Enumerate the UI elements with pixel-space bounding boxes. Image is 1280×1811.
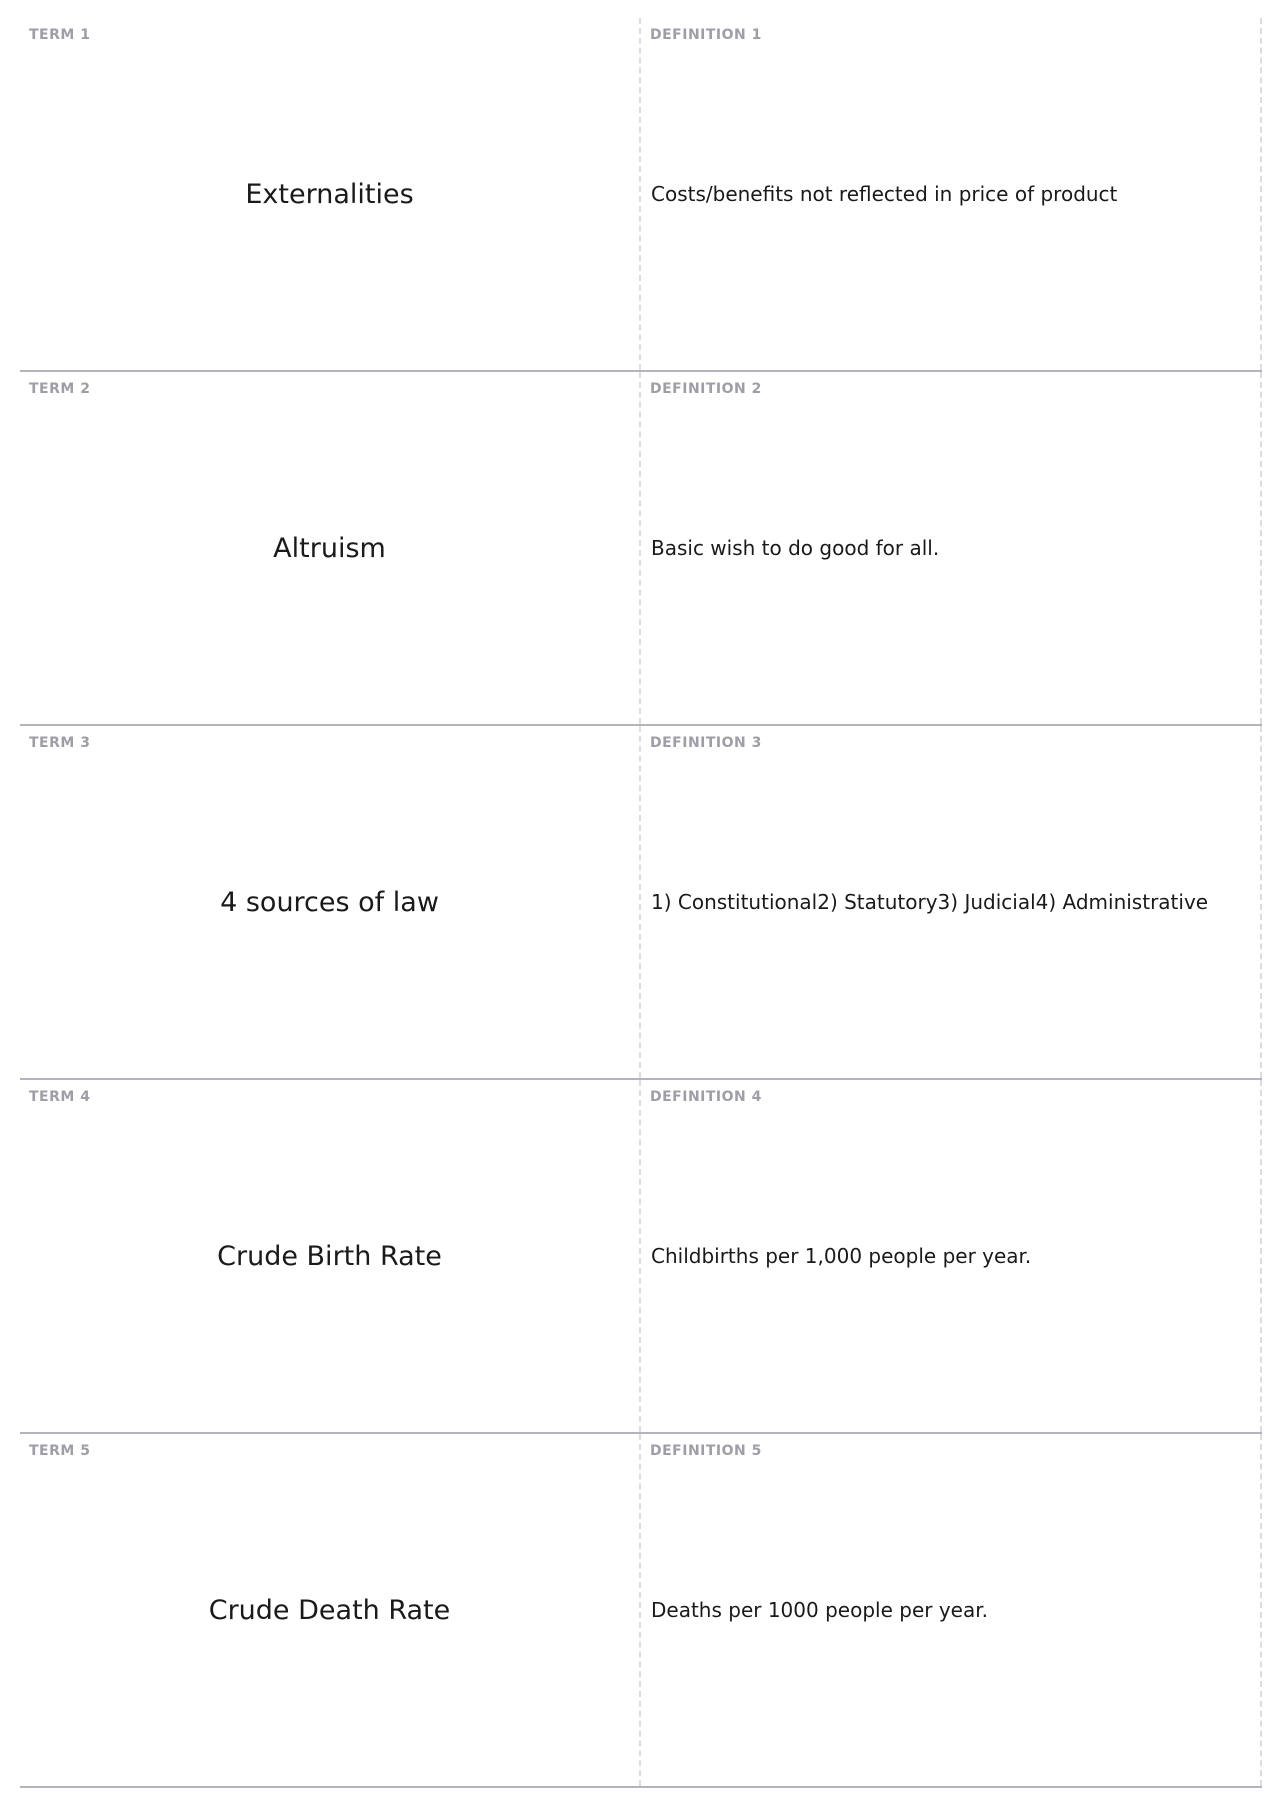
definition-cell xyxy=(641,1080,1262,1432)
flashcard-row xyxy=(20,372,1262,726)
definition-label: DEFINITION 5 xyxy=(650,1443,762,1459)
term-cell xyxy=(20,1080,641,1432)
flashcard-row xyxy=(20,1434,1262,1788)
flashcard-row xyxy=(20,726,1262,1080)
definition-text: 1) Constitutional2) Statutory3) Judicial4) Administrative xyxy=(651,890,1209,914)
definition-label: DEFINITION 3 xyxy=(650,735,762,751)
term-text: 4 sources of law xyxy=(220,886,439,918)
term-cell xyxy=(20,18,641,370)
term-label: TERM 1 xyxy=(29,27,91,43)
term-cell xyxy=(20,726,641,1078)
term-label: TERM 3 xyxy=(29,735,91,751)
definition-label: DEFINITION 2 xyxy=(650,381,762,397)
flashcard-row xyxy=(20,18,1262,372)
definition-label: DEFINITION 4 xyxy=(650,1089,762,1105)
definition-cell xyxy=(641,372,1262,724)
definition-label: DEFINITION 1 xyxy=(650,27,762,43)
term-label: TERM 4 xyxy=(29,1089,91,1105)
term-text: Crude Death Rate xyxy=(208,1594,451,1626)
term-cell xyxy=(20,372,641,724)
term-text: Crude Birth Rate xyxy=(217,1240,442,1272)
definition-cell xyxy=(641,726,1262,1078)
definition-text: Costs/benefits not reflected in price of product xyxy=(651,182,1118,206)
flashcard-sheet xyxy=(20,18,1262,1788)
definition-cell xyxy=(641,1434,1262,1786)
term-label: TERM 2 xyxy=(29,381,91,397)
term-text: Altruism xyxy=(273,532,386,564)
definition-text: Childbirths per 1,000 people per year. xyxy=(651,1244,1032,1268)
term-cell xyxy=(20,1434,641,1786)
term-text: Externalities xyxy=(245,178,414,210)
definition-text: Deaths per 1000 people per year. xyxy=(651,1598,988,1622)
flashcard-row xyxy=(20,1080,1262,1434)
definition-text: Basic wish to do good for all. xyxy=(651,536,940,560)
term-label: TERM 5 xyxy=(29,1443,91,1459)
definition-cell xyxy=(641,18,1262,370)
